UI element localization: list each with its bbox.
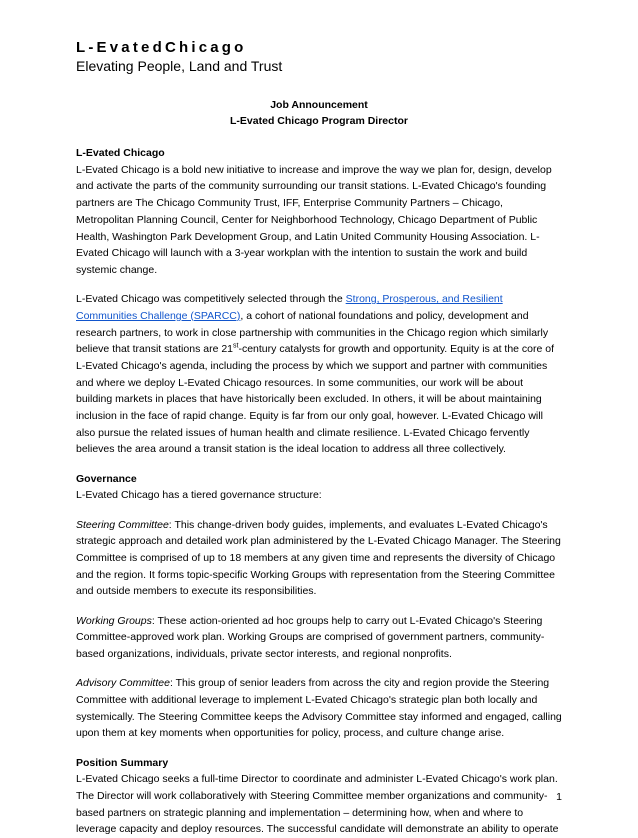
- intro-text-2a: L-Evated Chicago was competitively selected through the: [76, 293, 346, 305]
- governance-heading: Governance: [76, 471, 562, 488]
- advisory-committee-text: : This group of senior leaders from across the city and region provide the Steering Committee with additional leverage to implement L-Evated Chicago's strategic plan both locally and systemically. The Steering Committee keeps the Advisory Committee stay informed and engaged, calling upon them at key moments when opportunities for policy, process, and culture change arise.: [76, 677, 562, 739]
- steering-committee-paragraph: [76, 517, 562, 601]
- advisory-committee-paragraph: [76, 675, 562, 742]
- intro-heading: L-Evated Chicago: [76, 145, 562, 162]
- superscript-st: st: [233, 343, 238, 350]
- intro-paragraph-1: [76, 145, 562, 279]
- org-name: L-EvatedChicago: [76, 38, 562, 57]
- intro-text-2c: -century catalysts for growth and opportunity. Equity is at the core of L-Evated Chicago's agenda, including the process by which we support and partner with communities and where we deploy L-Evated Chicago resources. In some communities, our work will be about building markets in places that have historically been excluded. In others, it will be about maintaining inclusion in the face of rapid change. Equity is far from our only goal, however. L-Evated Chicago will also pursue the related issues of human health and climate resilience. L-Evated Chicago fervently believes the area around a transit station is the ideal location to address all three collectively.: [76, 343, 554, 455]
- page-number: 1: [0, 791, 638, 803]
- position-summary-text: L-Evated Chicago seeks a full-time Director to coordinate and administer L-Evated Chicago's work plan. The Director will work collaboratively with Steering Committee member organizations and community-based partners on strategic planning and implementation – determining how, when and where to leverage capacity and deploy resources. The successful candidate will demonstrate an ability to operate: [76, 773, 559, 835]
- document-body: [76, 145, 562, 838]
- letterhead: [76, 38, 562, 76]
- org-tagline: Elevating People, Land and Trust: [76, 57, 562, 76]
- governance-intro: L-Evated Chicago has a tiered governance structure:: [76, 489, 322, 501]
- advisory-committee-title: Advisory Committee: [76, 677, 170, 689]
- sparcc-link[interactable]: Strong, Prosperous, and Resilient Communities Challenge (SPARCC): [76, 293, 503, 322]
- steering-committee-title: Steering Committee: [76, 519, 169, 531]
- working-groups-paragraph: [76, 613, 562, 663]
- steering-committee-text: : This change-driven body guides, implements, and evaluates L-Evated Chicago's strategic approach and detailed work plan administered by the L-Evated Chicago Manager. The Steering Committee is comprised of up to 18 members at any given time and represents the diversity of Chicago and the region. It forms topic-specific Working Groups with representation from the Steering Committee and outside members to execute its responsibilities.: [76, 519, 561, 598]
- intro-text-2b: , a cohort of national foundations and policy, development and research partners, to work in close partnership with communities in the Chicago region which similarly believe that transit stations are 21: [76, 310, 548, 355]
- intro-paragraph-2: [76, 291, 562, 458]
- working-groups-text: : These action-oriented ad hoc groups help to carry out L-Evated Chicago's Steering Committee-approved work plan. Working Groups are comprised of government partners, community-based organizations, individuals, private sector interests, and regional nonprofits.: [76, 615, 544, 660]
- governance-intro-paragraph: [76, 471, 562, 504]
- intro-text-1: L-Evated Chicago is a bold new initiative to increase and improve the way we plan for, design, develop and activate the parts of the community surrounding our transit stations. L-Evated Chicago's founding partners are The Chicago Community Trust, IFF, Enterprise Community Partners – Chicago, Metropolitan Planning Council, Center for Neighborhood Technology, Chicago Department of Public Health, Washington Park Development Group, and Latin United Community Housing Association. L-Evated Chicago will launch with a 3-year workplan with the intention to sustain the work and build systemic change.: [76, 164, 552, 276]
- position-summary-heading: Position Summary: [76, 755, 562, 772]
- announcement-line-1: Job Announcement: [76, 97, 562, 113]
- announcement-title: [76, 97, 562, 129]
- working-groups-title: Working Groups: [76, 615, 152, 627]
- announcement-line-2: L-Evated Chicago Program Director: [76, 113, 562, 129]
